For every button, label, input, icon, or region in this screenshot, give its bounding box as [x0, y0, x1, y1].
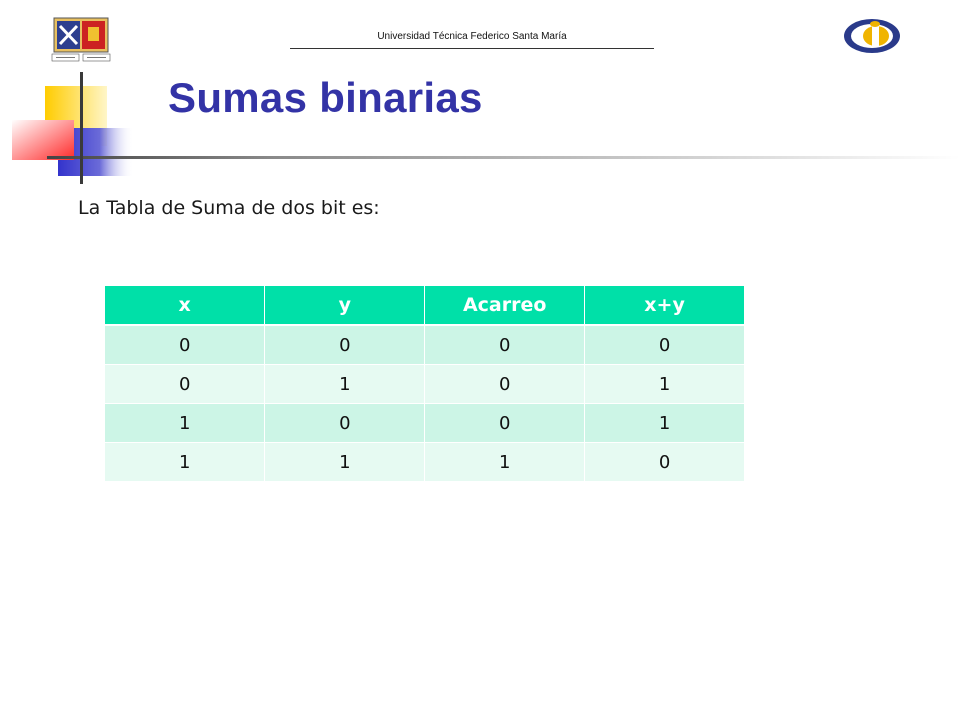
table-row [105, 443, 745, 482]
page-title: Sumas binarias [168, 74, 483, 121]
table-cell: 1 [105, 443, 265, 482]
university-crest-icon [50, 16, 112, 64]
table-row [105, 404, 745, 443]
table-cell: 0 [585, 443, 745, 482]
column-header-y: y [265, 286, 425, 325]
header-divider [290, 48, 654, 49]
table-cell: 0 [585, 325, 745, 365]
table-cell: 1 [265, 365, 425, 404]
binary-sum-table [105, 286, 745, 482]
table-cell: 1 [105, 404, 265, 443]
table-cell: 0 [425, 365, 585, 404]
department-logo-icon [838, 14, 912, 58]
table-cell: 0 [265, 325, 425, 365]
table-cell: 1 [265, 443, 425, 482]
column-header-x: x [105, 286, 265, 325]
table-row [105, 325, 745, 365]
table-cell: 0 [265, 404, 425, 443]
table-cell: 1 [425, 443, 585, 482]
table-cell: 1 [585, 404, 745, 443]
column-header-sum: x+y [585, 286, 745, 325]
table-cell: 0 [425, 404, 585, 443]
column-header-carry: Acarreo [425, 286, 585, 325]
institution-name: Universidad Técnica Federico Santa María [377, 31, 567, 42]
table-header-row [105, 286, 745, 325]
intro-text: La Tabla de Suma de dos bit es: [78, 197, 380, 219]
table-cell: 0 [105, 365, 265, 404]
table-cell: 0 [425, 325, 585, 365]
table-cell: 1 [585, 365, 745, 404]
table-row [105, 365, 745, 404]
table-cell: 0 [105, 325, 265, 365]
